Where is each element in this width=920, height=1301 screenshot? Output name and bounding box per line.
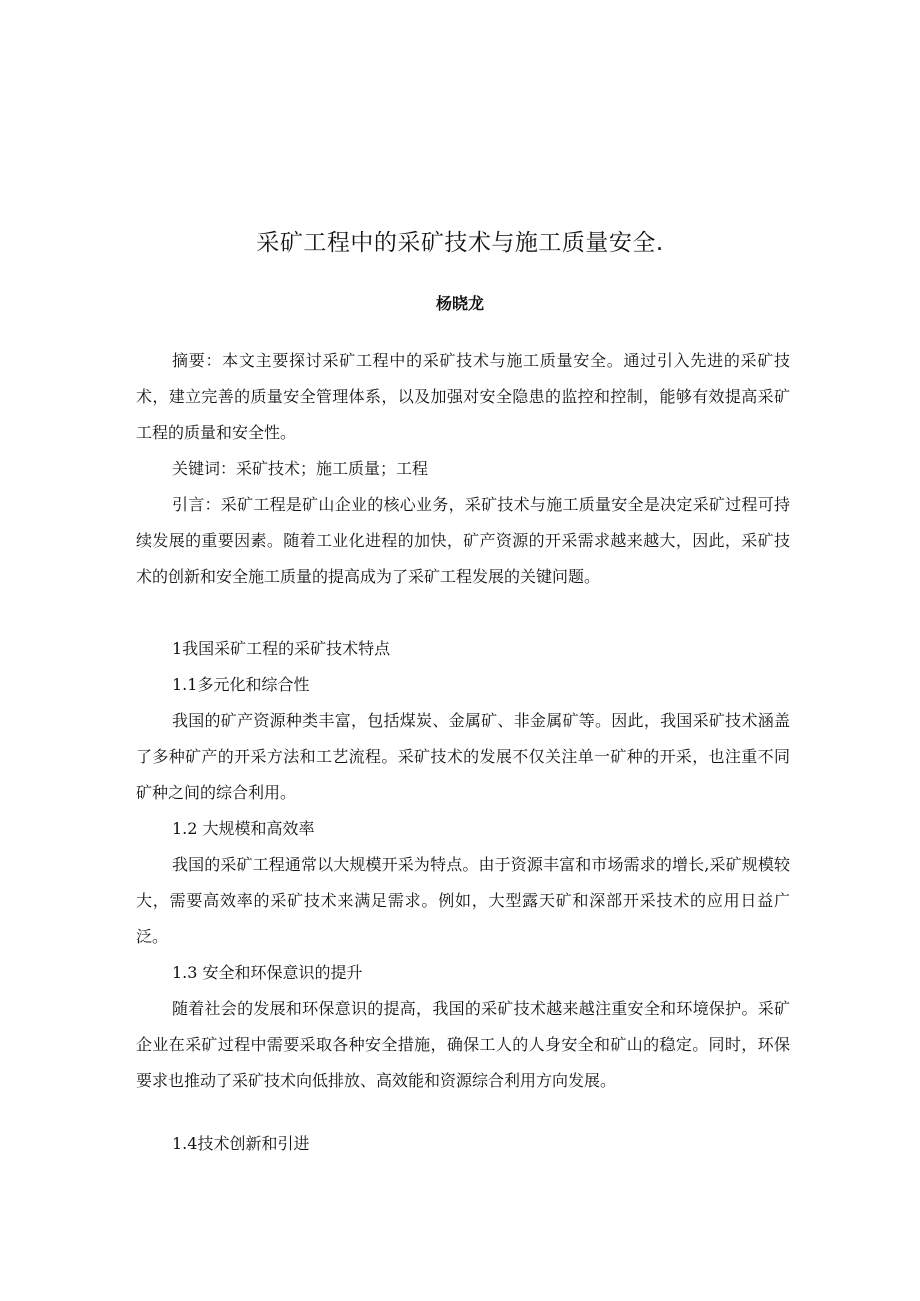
section-1-1-paragraph: 我国的矿产资源种类丰富，包括煤炭、金属矿、非金属矿等。因此，我国采矿技术涵盖了多种矿产的开采方法和工艺流程。采矿技术的发展不仅关注单一矿种的开采，也注重不同矿种之间的综合利用。: [136, 711, 790, 802]
section-1-2-heading: 1.2 大规模和高效率: [172, 819, 315, 838]
section-1-heading: 1我国采矿工程的采矿技术特点: [172, 639, 391, 658]
section-1-3-paragraph: 随着社会的发展和环保意识的提高，我国的采矿技术越来越注重安全和环境保护。采矿企业在采矿过程中需要采取各种安全措施，确保工人的人身安全和矿山的稳定。同时，环保要求也推动了采矿技术向低排放、高效能和资源综合利用方向发展。: [136, 999, 790, 1090]
section-1-2-paragraph: 我国的采矿工程通常以大规模开采为特点。由于资源丰富和市场需求的增长,采矿规模较大，需要高效率的采矿技术来满足需求。例如，大型露天矿和深部开采技术的应用日益广泛。: [136, 855, 790, 946]
author-name: 杨晓龙: [435, 294, 484, 313]
section-1-4-heading: 1.4技术创新和引进: [172, 1134, 310, 1153]
document-title: 采矿工程中的采矿技术与施工质量安全.: [256, 230, 664, 256]
introduction-paragraph: 引言：采矿工程是矿山企业的核心业务，采矿技术与施工质量安全是决定采矿过程可持续发展的重要因素。随着工业化进程的加快，矿产资源的开采需求越来越大，因此，采矿技术的创新和安全施工质量的提高成为了采矿工程发展的关键问题。: [136, 495, 790, 586]
section-1-3-heading: 1.3 安全和环保意识的提升: [172, 963, 363, 982]
keywords-line: 关键词：采矿技术；施工质量；工程: [172, 459, 429, 478]
section-1-1-heading: 1.1多元化和综合性: [172, 675, 310, 694]
abstract-paragraph: 摘要：本文主要探讨采矿工程中的采矿技术与施工质量安全。通过引入先进的采矿技术，建立完善的质量安全管理体系，以及加强对安全隐患的监控和控制，能够有效提高采矿工程的质量和安全性。: [136, 351, 790, 442]
